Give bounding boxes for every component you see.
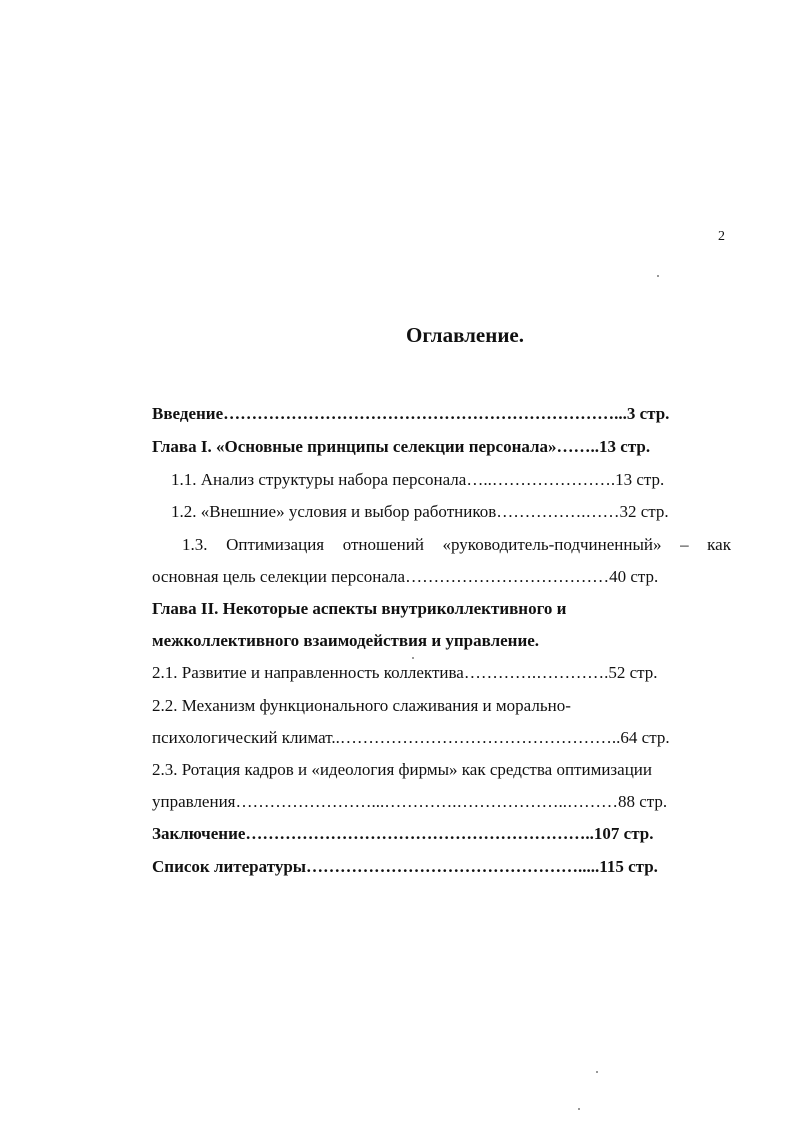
toc-entry-conclusion[interactable]: Заключение……………………………………………………..107 стр. [152,824,654,843]
scan-speck [412,657,414,659]
scan-speck [657,275,659,277]
toc-word: как [707,535,731,554]
toc-entry-chapter-1[interactable]: Глава I. «Основные принципы селекции персонала»……..13 стр. [152,437,651,456]
toc-entry-intro[interactable]: Введение……………………………………………………………...3 стр. [152,404,670,423]
toc-word: 1.3. [182,535,208,554]
page-number: 2 [718,229,725,244]
toc-entry-section-1-1[interactable]: 1.1. Анализ структуры набора персонала…..………………….13 стр. [171,470,665,489]
page-title: Оглавление. [405,323,525,347]
toc-entry-section-2-3-continued[interactable]: управления……………………...………….………………..………88 стр. [152,792,668,811]
toc-entry-section-2-2-continued[interactable]: психологический климат..…………………………………………..64 стр. [152,728,670,747]
scan-speck [596,1071,598,1073]
toc-word: Оптимизация [226,535,325,554]
toc-entry-chapter-2-continued[interactable]: межколлективного взаимодействия и управление. [152,631,540,650]
toc-entry-chapter-2[interactable]: Глава II. Некоторые аспекты внутриколлективного и [152,599,567,618]
scan-speck [578,1108,580,1110]
toc-entry-section-2-3[interactable]: 2.3. Ротация кадров и «идеология фирмы» как средства оптимизации [152,760,652,779]
toc-word: – [680,535,689,554]
toc-word: «руководитель-подчиненный» [442,535,662,554]
toc-entry-references[interactable]: Список литературы………………………………………….....115 стр. [152,857,658,876]
toc-entry-section-2-2[interactable]: 2.2. Механизм функционального слаживания и морально- [152,696,571,715]
toc-entry-section-2-1[interactable]: 2.1. Развитие и направленность коллектива………….………….52 стр. [152,663,658,682]
toc-word: отношений [342,535,424,554]
toc-entry-section-1-2[interactable]: 1.2. «Внешние» условия и выбор работников…………….……32 стр. [171,502,669,521]
toc-entry-section-1-3[interactable] [182,534,731,556]
toc-entry-section-1-3-continued[interactable]: основная цель селекции персонала………………………………40 стр. [152,567,659,586]
